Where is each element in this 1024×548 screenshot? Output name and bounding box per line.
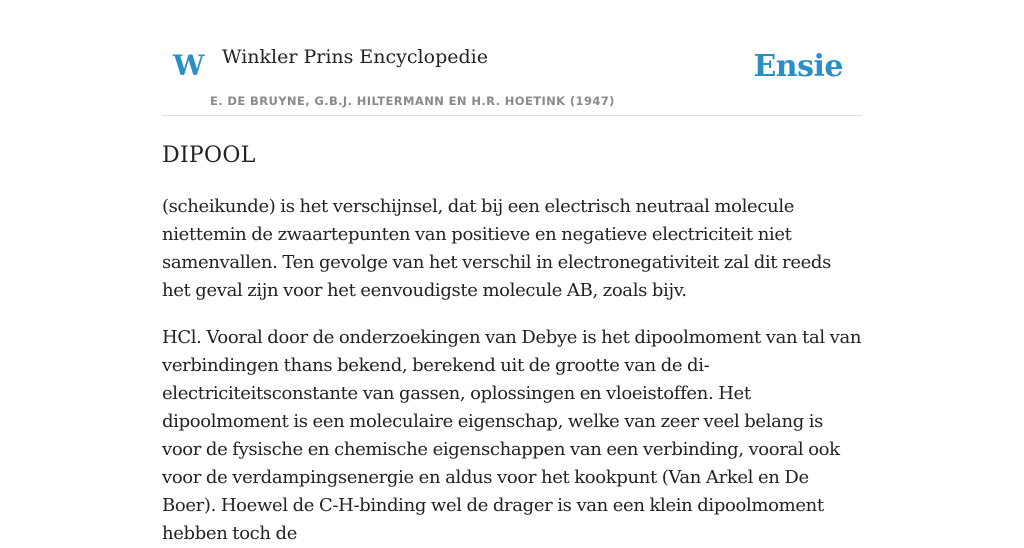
publication-title[interactable]: Winkler Prins Encyclopedie [222, 46, 488, 68]
header [162, 0, 862, 116]
article-paragraph: (scheikunde) is het verschijnsel, dat bij een electrisch neutraal molecule niettemin de zwaartepunten van positieve en negatieve electriciteit niet samenvallen. Ten gevolge van het verschil in electronegativiteit zal dit reeds het geval zijn voor het eenvoudigste molecule AB, zoals bijv. [162, 196, 831, 302]
entry-title: DIPOOL [162, 143, 256, 168]
authors-line: E. DE BRUYNE, G.B.J. HILTERMANN EN H.R. HOETINK (1947) [210, 94, 615, 108]
article-container [162, 0, 862, 548]
site-brand-logo[interactable]: Ensie [753, 49, 843, 84]
article-paragraph: HCl. Vooral door de onderzoekingen van Debye is het dipoolmoment van tal van verbindingen thans bekend, berekend uit de grootte van de di-electriciteitsconstante van gassen, oplossingen en vloeistoffen. Het dipoolmoment is een moleculaire eigenschap, welke van zeer veel belang is voor de fysische en chemische eigenschappen van een verbinding, vooral ook voor de verdampingsenergie en aldus voor het kookpunt (Van Arkel en De Boer). Hoewel de C-H-binding wel de drager is van een klein dipoolmoment hebben toch de [162, 327, 862, 545]
encyclopedia-logo-icon[interactable]: W [173, 49, 205, 82]
